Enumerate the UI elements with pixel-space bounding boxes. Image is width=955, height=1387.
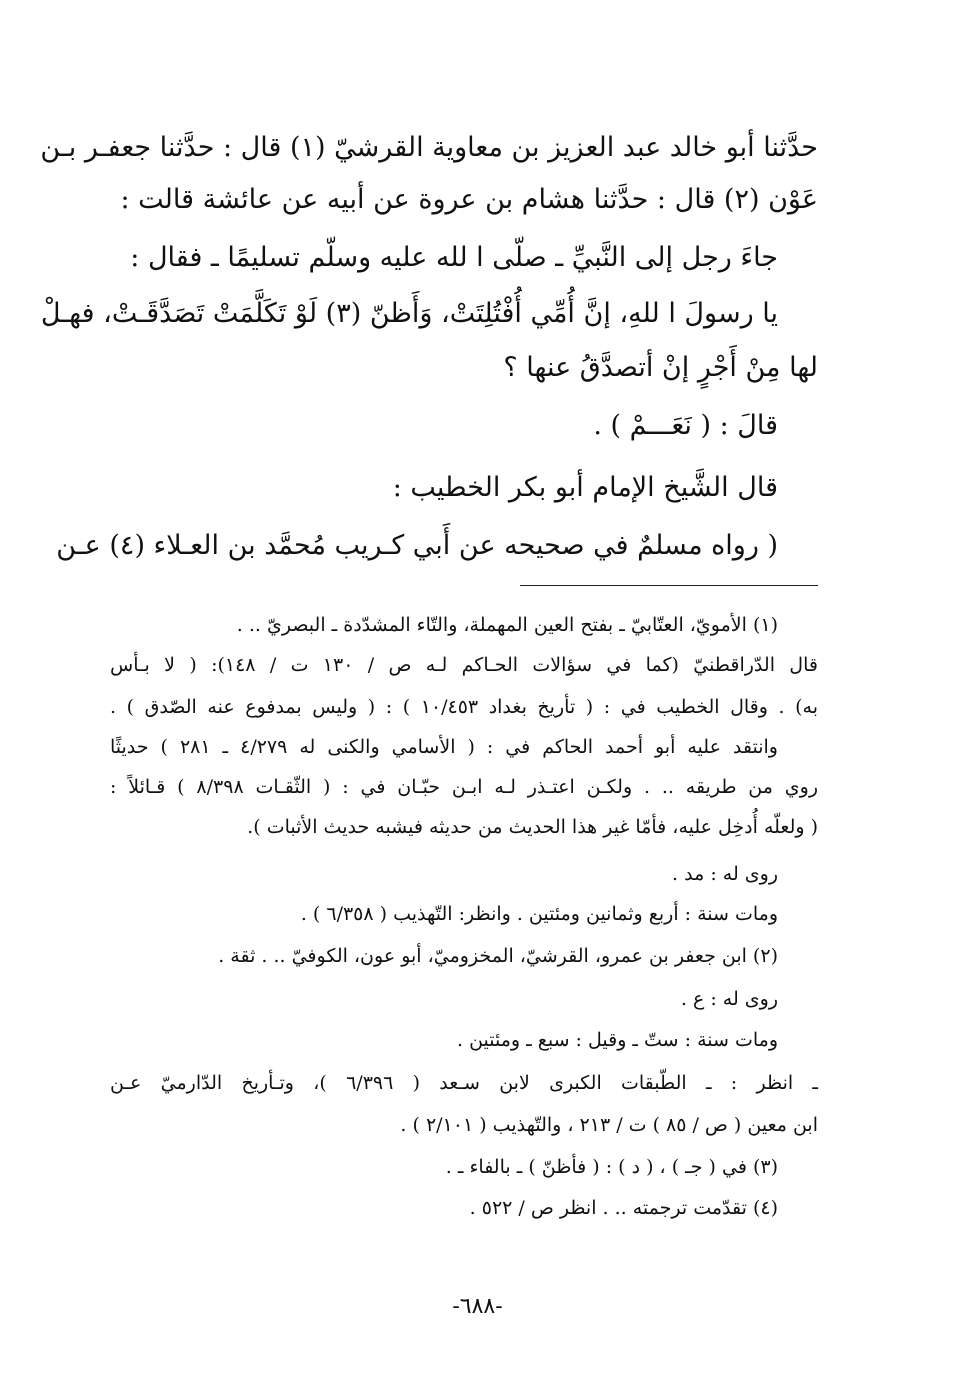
main-line-8: ( رواه مسلمٌ في صحيحه عن أَبي كـريب مُحمَّد بن العـلاء (٤) عـن [56,530,778,561]
main-line-4: يا رسولَ ا للهِ، إنَّ أُمِّي أُفْتُلِتَتْ، وَأَظنّ (٣) لَوْ تَكَلَّمَتْ تَصَدَّقَـتْ، فهـلْ [40,298,778,329]
footnote-line: قال الدّراقطنيّ (كما في سؤالات الحـاكم لـه ص / ١٣٠ ت / ١٤٨): ( لا بـأس [110,654,818,676]
footnote-line: وانتقد عليه أبو أحمد الحاكم في : ( الأسامي والكنى له ٤/٢٧٩ ـ ٢٨١ ) حديثًا [110,736,778,758]
footnote-line: (١) الأمويّ، العتّابيّ ـ بفتح العين المهملة، والتّاء المشدّدة ـ البصريّ .. . [236,614,778,636]
footnote-line: ـ انظر : ـ الطّبقات الكبرى لابن سـعد ( ٦/٣٩٦ )، وتـأريخ الدّارميّ عـن [110,1072,818,1094]
main-line-7: قال الشَّيخ الإمام أبو بكر الخطيب : [392,472,778,503]
footnote-line: ومات سنة : ستّ ـ وقيل : سبع ـ ومئتين . [457,1029,778,1051]
main-line-3: جاءَ رجل إلى النَّبيِّ ـ صلّى ا لله عليه وسلّم تسليمًا ـ فقال : [130,242,778,273]
footnote-line: (٢) ابن جعفر بن عمرو، القرشيّ، المخزوميّ، أبو عون، الكوفيّ .. . ثقة . [218,945,778,967]
footnote-line: (٣) في ( جـ ) ، ( د ) : ( فأظنّ ) ـ بالفاء ـ . [445,1156,778,1178]
footnote-line: روى له : مد . [672,863,778,885]
main-line-1: حدَّثنا أبو خالد عبد العزيز بن معاوية القرشيّ (١) قال : حدَّثنا جعفـر بـن [40,132,818,163]
footnote-line: به) . وقال الخطيب في : ( تأريخ بغداد ١٠/٤٥٣ ) : ( وليس بمدفوع عنه الصّدق ) . [110,696,818,718]
footnote-separator [520,585,818,586]
main-line-5: لها مِنْ أَجْرٍ إنْ أتصدَّقُ عنها ؟ [503,352,818,383]
main-line-2: عَوْن (٢) قال : حدَّثنا هشام بن عروة عن أبيه عن عائشة قالت : [120,184,818,215]
footnote-line: ابن معين ( ص / ٨٥ ) ت / ٢١٣ ، والتّهذيب ( ٢/١٠١ ) . [400,1114,818,1136]
page-number: -٦٨٨- [452,1294,503,1319]
main-line-6: قالَ : ( نَعَـــمْ ) . [593,410,778,441]
footnote-line: ومات سنة : أربع وثمانين ومئتين . وانظر: التّهذيب ( ٦/٣٥٨ ) . [300,903,778,925]
footnote-line: روى له : ع . [680,988,778,1010]
footnote-line: روي من طريقه .. . ولكـن اعتـذر لـه ابـن حبّـان في : ( الثّقـات ٨/٣٩٨ ) قـائلاً : [110,776,819,798]
footnote-line: ( ولعلّه أُدخِل عليه، فأمّا غير هذا الحديث من حديثه فيشبه حديث الأثبات ). [247,816,818,838]
footnote-line: (٤) تقدّمت ترجمته .. . انظر ص / ٥٢٢ . [469,1197,778,1219]
